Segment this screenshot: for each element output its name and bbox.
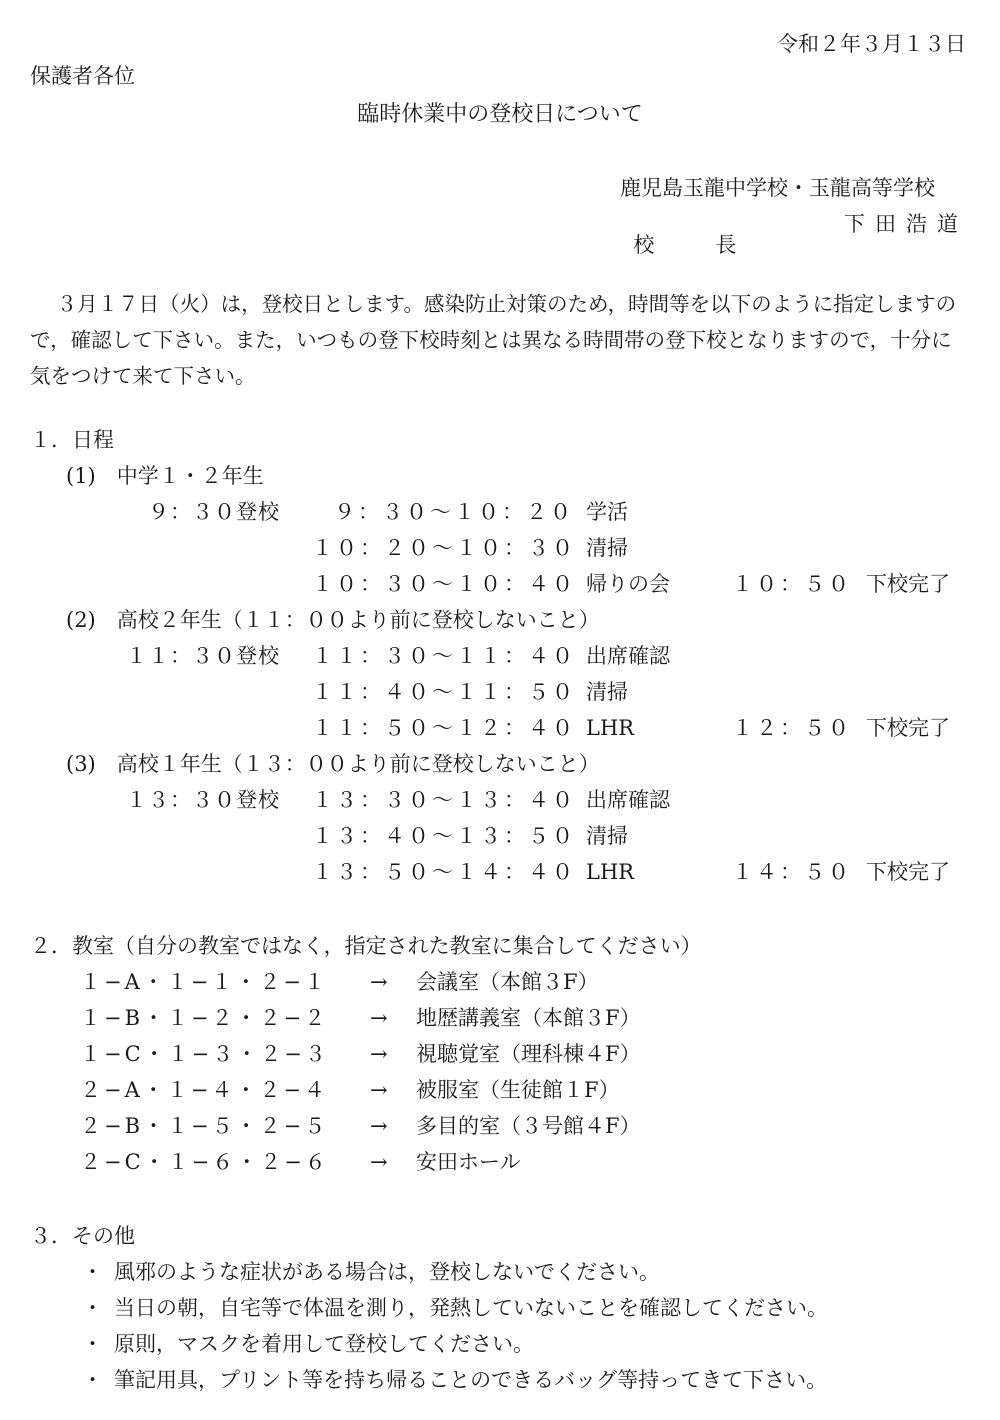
arrow-icon: →	[370, 1114, 388, 1138]
dismissal-time: １４：５０	[732, 860, 852, 884]
assigned-room: 多目的室（３号館４F）	[416, 1114, 641, 1138]
note-item: 風邪のような症状がある場合は，登校しないでください。	[114, 1260, 660, 1284]
note-item: 筆記用具，プリント等を持ち帰ることのできるバッグ等持ってきて下さい。	[114, 1368, 828, 1392]
class-group: １−C・１−３・２−３	[80, 1042, 329, 1066]
arrow-icon: →	[370, 1150, 388, 1174]
schedule-group-label: (3) 高校１年生（１３：００より前に登校しないこと）	[66, 752, 600, 776]
document-date: 令和２年３月１３日	[777, 32, 966, 56]
schedule-arrival: ９：３０登校	[148, 500, 280, 524]
class-group: ２−A・１−４・２−４	[80, 1078, 328, 1102]
schedule-activity: 清掃	[586, 680, 628, 704]
arrow-icon: →	[370, 1006, 388, 1030]
bullet-icon: ・	[82, 1332, 103, 1356]
schedule-time: １０：３０〜１０：４０	[312, 572, 576, 596]
schedule-arrival: １３：３０登校	[126, 788, 280, 812]
document-title: 臨時休業中の登校日について	[357, 102, 643, 127]
addressee: 保護者各位	[30, 64, 135, 88]
school-name: 鹿児島玉龍中学校・玉龍高等学校	[620, 176, 935, 200]
bullet-icon: ・	[82, 1296, 103, 1320]
assigned-room: 被服室（生徒館１F）	[416, 1078, 620, 1102]
assigned-room: 視聴覚室（理科棟４F）	[416, 1042, 641, 1066]
schedule-activity: LHR	[586, 860, 635, 884]
assigned-room: 安田ホール	[416, 1150, 521, 1174]
arrow-icon: →	[370, 1042, 388, 1066]
schedule-activity: 帰りの会	[586, 572, 670, 596]
schedule-time: １３：５０〜１４：４０	[312, 860, 576, 884]
schedule-activity: 学活	[586, 500, 628, 524]
schedule-time: １３：３０〜１３：４０	[312, 788, 576, 812]
schedule-activity: 出席確認	[586, 788, 670, 812]
class-group: ２−B・１−５・２−５	[80, 1114, 329, 1138]
schedule-activity: 清掃	[586, 536, 628, 560]
section-classroom-heading: ２．教室（自分の教室ではなく，指定された教室に集合してください）	[30, 934, 702, 958]
bullet-icon: ・	[82, 1368, 103, 1392]
schedule-group-label: (2) 高校２年生（１１：００より前に登校しないこと）	[66, 608, 600, 632]
dismissal-label: 下校完了	[866, 572, 950, 596]
class-group: １−A・１−１・２−１	[80, 970, 328, 994]
principal-line	[620, 214, 968, 277]
intro-paragraph: ３月１７日（火）は，登校日とします。感染防止対策のため，時間等を以下のように指定しますので，確認して下さい。また，いつもの登下校時刻とは異なる時間帯の登下校となりますので，十分に気をつけて来て下さい。	[30, 292, 957, 388]
schedule-time: ９：３０〜１０：２０	[334, 500, 574, 524]
note-item: 原則，マスクを着用して登校してください。	[114, 1332, 534, 1356]
schedule-arrival: １１：３０登校	[126, 644, 280, 668]
schedule-activity: 清掃	[586, 824, 628, 848]
schedule-time: １０：２０〜１０：３０	[312, 536, 576, 560]
assigned-room: 地歴講義室（本館３F）	[416, 1006, 641, 1030]
class-group: １−B・１−２・２−２	[80, 1006, 329, 1030]
note-item: 当日の朝，自宅等で体温を測り，発熱していないことを確認してください。	[114, 1296, 828, 1320]
dismissal-time: １２：５０	[732, 716, 852, 740]
schedule-time: １３：４０〜１３：５０	[312, 824, 576, 848]
dismissal-label: 下校完了	[866, 860, 950, 884]
schedule-time: １１：５０〜１２：４０	[312, 716, 576, 740]
principal-title: 校 長	[633, 233, 757, 257]
schedule-time: １１：３０〜１１：４０	[312, 644, 576, 668]
schedule-activity: LHR	[586, 716, 635, 740]
arrow-icon: →	[370, 970, 388, 994]
assigned-room: 会議室（本館３F）	[416, 970, 599, 994]
dismissal-time: １０：５０	[732, 572, 852, 596]
bullet-icon: ・	[82, 1260, 103, 1284]
schedule-activity: 出席確認	[586, 644, 670, 668]
dismissal-label: 下校完了	[866, 716, 950, 740]
class-group: ２−C・１−６・２−６	[80, 1150, 329, 1174]
principal-name: 下田浩道	[844, 212, 968, 236]
section-other-heading: ３．その他	[30, 1224, 135, 1248]
arrow-icon: →	[370, 1078, 388, 1102]
schedule-group-label: (1) 中学１・２年生	[66, 464, 264, 488]
schedule-time: １１：４０〜１１：５０	[312, 680, 576, 704]
section-schedule-heading: １．日程	[30, 428, 114, 452]
